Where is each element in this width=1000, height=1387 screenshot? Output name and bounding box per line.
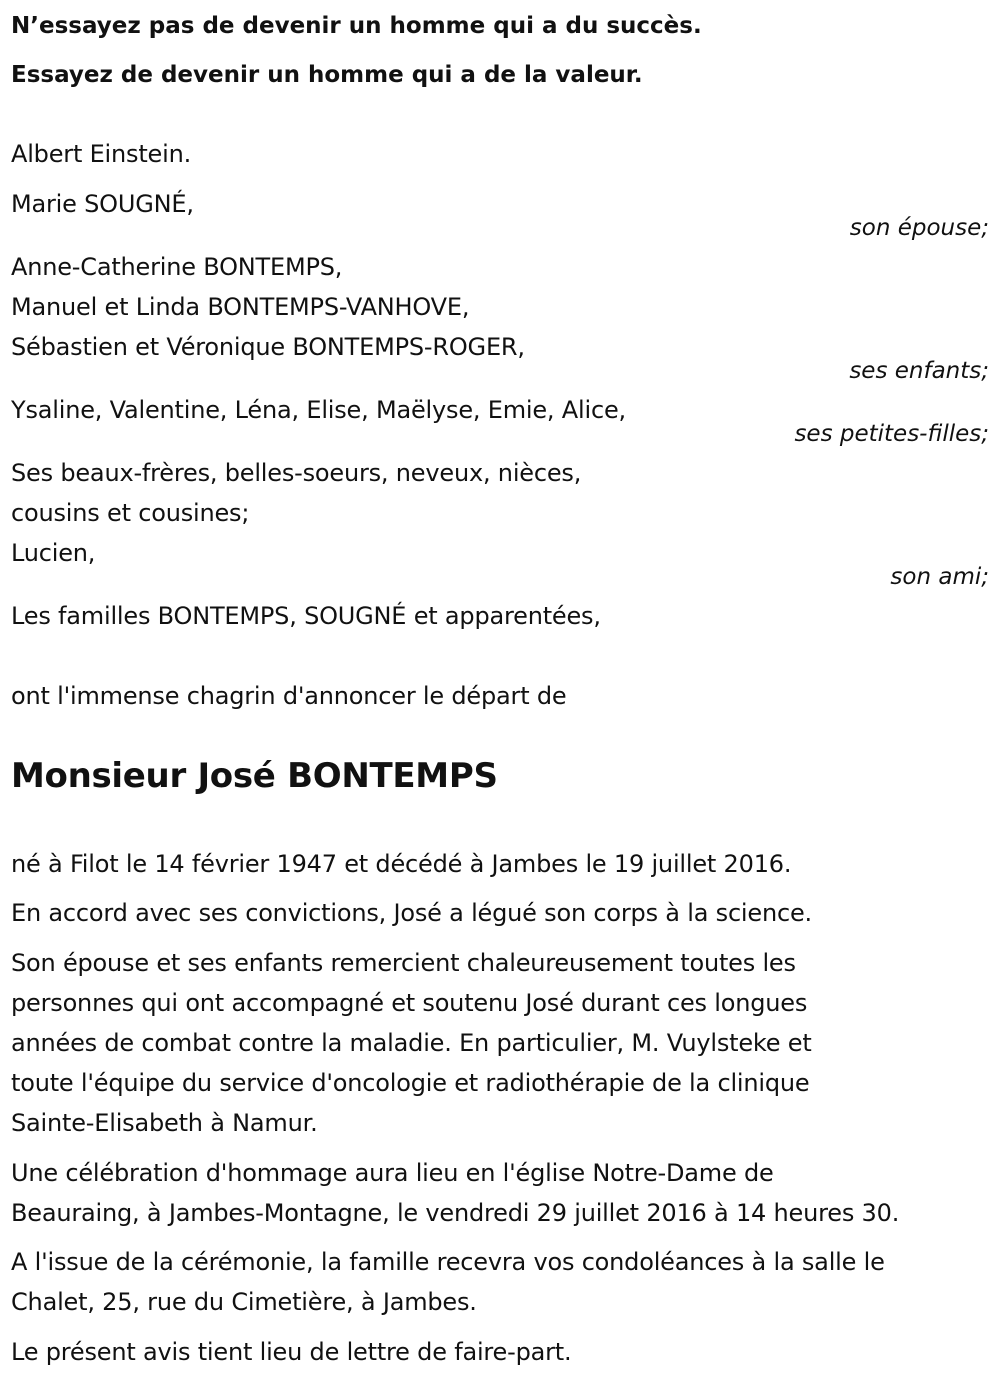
ceremony-line-2: Beauraing, à Jambes-Montagne, le vendredi 29 juillet 2016 à 14 heures 30. [11,1199,900,1227]
granddaughters: Ysaline, Valentine, Léna, Elise, Maëlyse, Emie, Alice, [11,396,626,424]
deceased-name: Monsieur José BONTEMPS [11,756,498,796]
thanks-line-5: Sainte-Elisabeth à Namur. [11,1109,318,1137]
granddaughters-role: ses petites-filles; [794,421,989,447]
spouse-name: Marie SOUGNÉ, [11,190,194,218]
quote-line-2: Essayez de devenir un homme qui a de la valeur. [11,62,643,88]
science-line: En accord avec ses convictions, José a légué son corps à la science. [11,899,812,927]
ceremony-line-1: Une célébration d'hommage aura lieu en l'église Notre-Dame de [11,1159,774,1187]
families-line: Les familles BONTEMPS, SOUGNÉ et apparentées, [11,602,601,630]
condolences-line-1: A l'issue de la cérémonie, la famille recevra vos condoléances à la salle le [11,1248,885,1276]
thanks-line-4: toute l'équipe du service d'oncologie et radiothérapie de la clinique [11,1069,810,1097]
thanks-line-1: Son épouse et ses enfants remercient chaleureusement toutes les [11,949,796,977]
relatives-line-2: cousins et cousines; [11,499,250,527]
friend-name: Lucien, [11,539,96,567]
child-3: Sébastien et Véronique BONTEMPS-ROGER, [11,333,525,361]
thanks-line-3: années de combat contre la maladie. En particulier, M. Vuylsteke et [11,1029,812,1057]
birth-death-line: né à Filot le 14 février 1947 et décédé à Jambes le 19 juillet 2016. [11,850,792,878]
child-1: Anne-Catherine BONTEMPS, [11,253,343,281]
condolences-line-2: Chalet, 25, rue du Cimetière, à Jambes. [11,1288,477,1316]
spouse-role: son épouse; [849,215,989,241]
quote-line-1: N’essayez pas de devenir un homme qui a du succès. [11,13,702,39]
children-role: ses enfants; [849,358,989,384]
thanks-line-2: personnes qui ont accompagné et soutenu José durant ces longues [11,989,808,1017]
quote-author: Albert Einstein. [11,140,192,168]
child-2: Manuel et Linda BONTEMPS-VANHOVE, [11,293,470,321]
notice-line: Le présent avis tient lieu de lettre de faire-part. [11,1338,572,1366]
friend-role: son ami; [890,564,989,590]
relatives-line-1: Ses beaux-frères, belles-soeurs, neveux, nièces, [11,459,582,487]
announcement-intro: ont l'immense chagrin d'annoncer le départ de [11,682,567,710]
